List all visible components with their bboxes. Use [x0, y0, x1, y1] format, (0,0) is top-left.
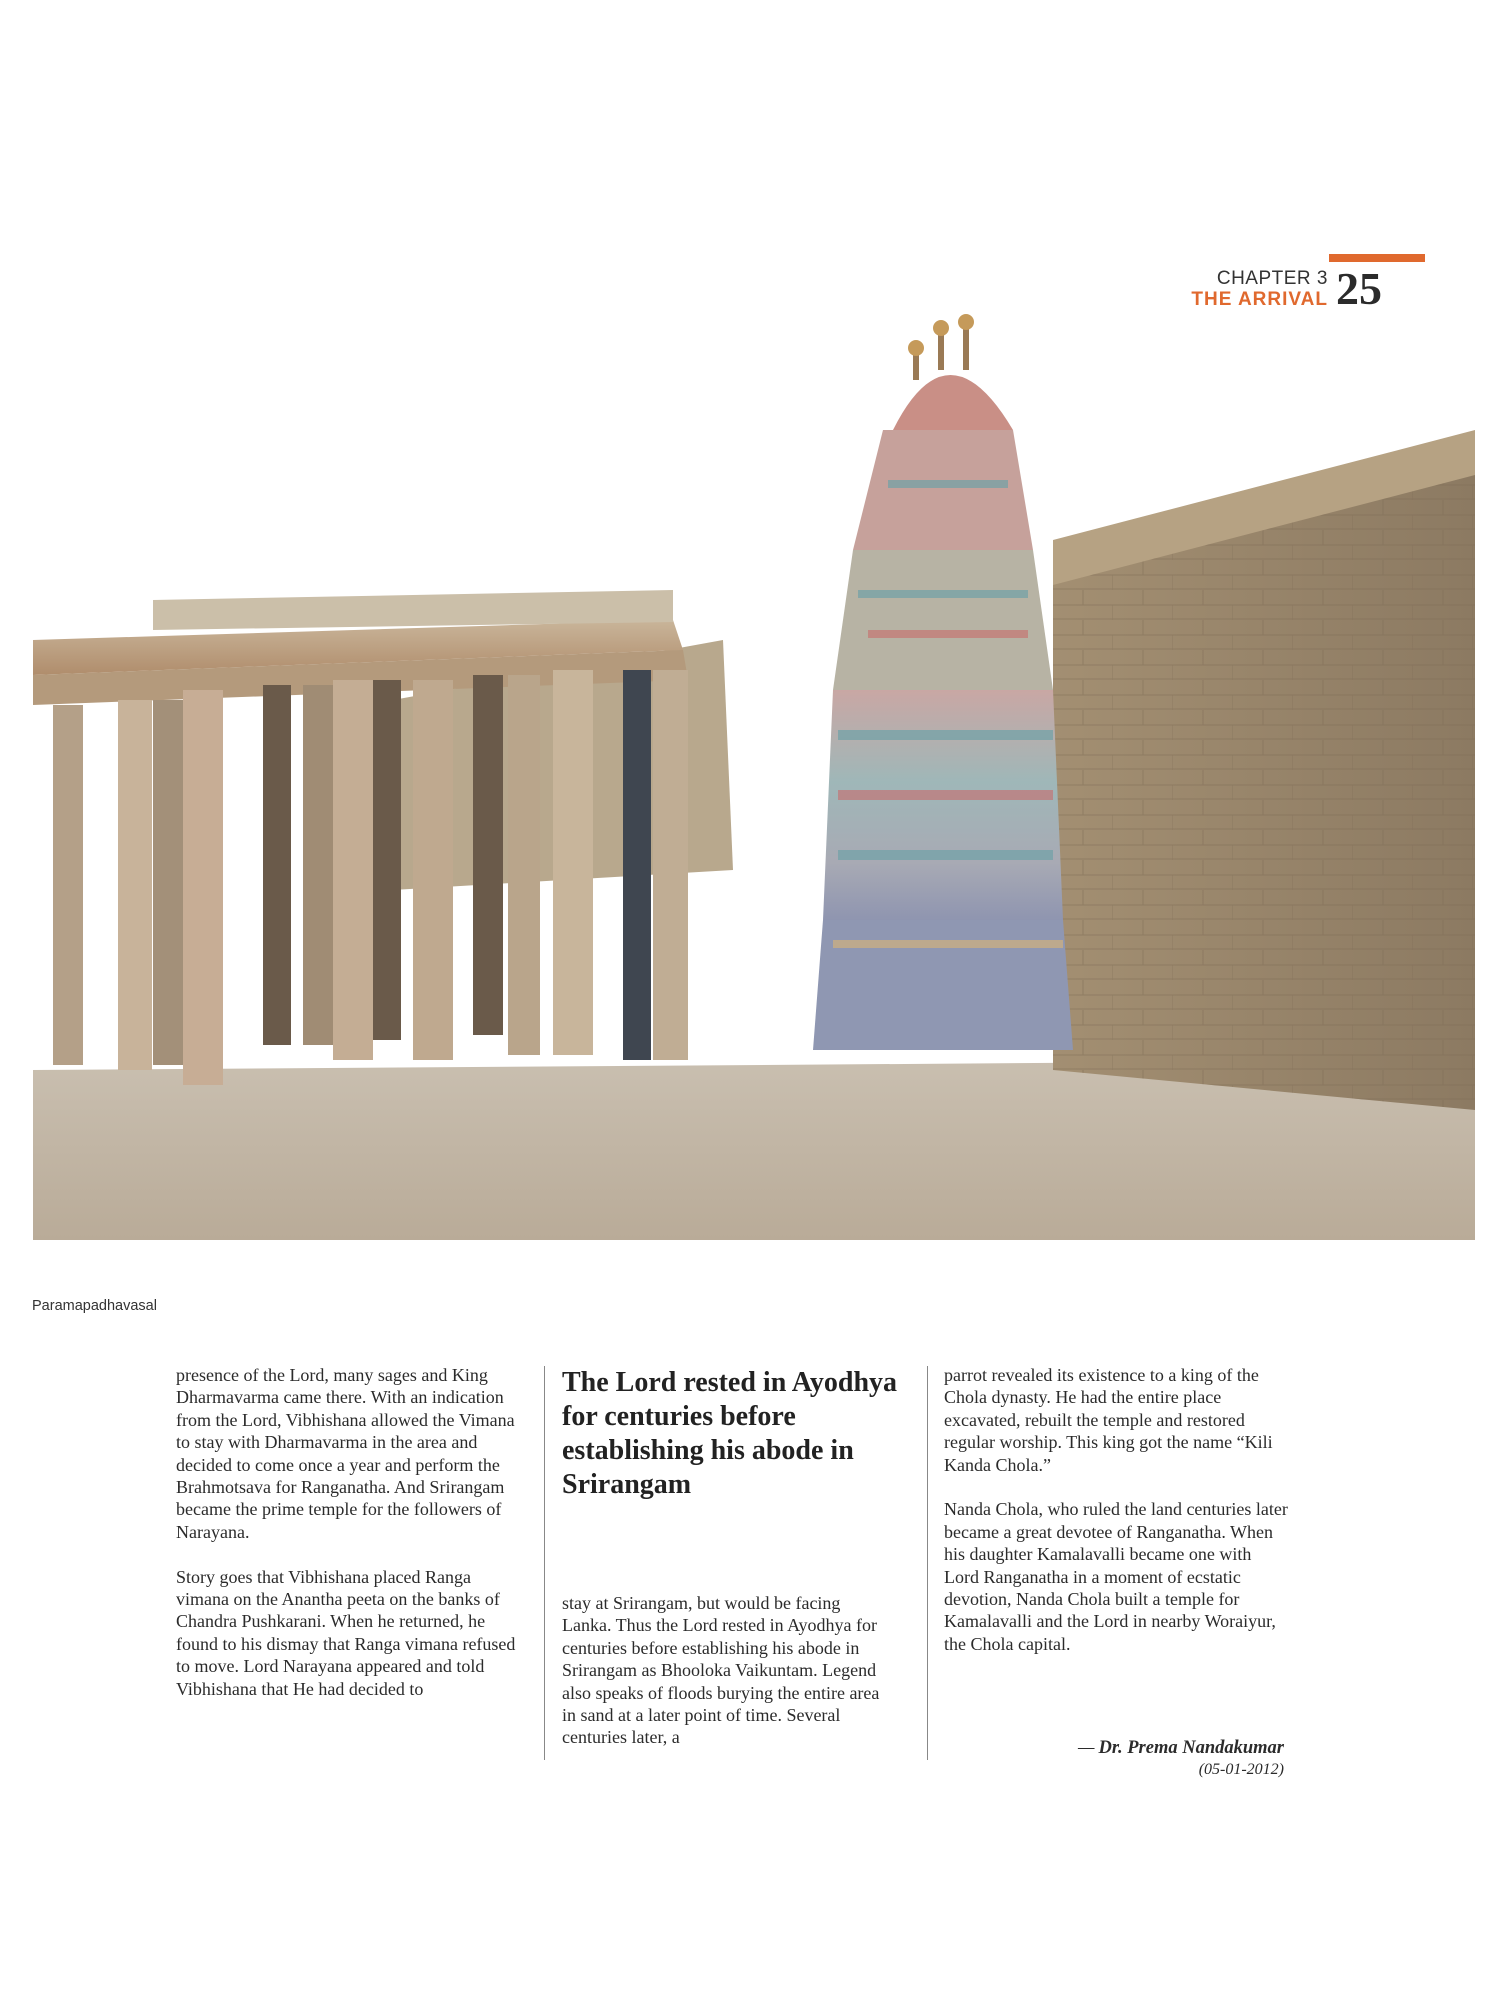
- temple-photo: [33, 230, 1475, 1290]
- paragraph: Nanda Chola, who ruled the land centuries later became a great devotee of Ranganatha. When his daughter Kamalavalli became one with Lord Ranganatha in a moment of ecstatic devotion, Nanda Chola built a temple for Kamalavalli and the Lord in nearby Woraiyur, the Chola capital.: [944, 1499, 1288, 1654]
- photo-caption: Paramapadhavasal: [32, 1298, 157, 1314]
- page-number: 25: [1336, 263, 1382, 314]
- paragraph: presence of the Lord, many sages and King Dharmavarma came there. With an indication from the Lord, Vibhishana allowed the Vimana to stay with Dharmavarma in the area and decided to come once a year and perform the Brahmotsava for Ranganatha. And Srirangam became the prime temple for the followers of Narayana.: [176, 1365, 515, 1542]
- pull-quote: The Lord rested in Ayodhya for centuries before establishing his abode in Srirangam: [562, 1367, 898, 1500]
- article-date: (05-01-2012): [1198, 1761, 1284, 1778]
- chapter-title: THE ARRIVAL: [1191, 289, 1328, 310]
- gopuram-tower: [813, 314, 1073, 1050]
- paragraph: stay at Srirangam, but would be facing Lanka. Thus the Lord rested in Ayodhya for centuries before establishing his abode in Srirangam as Bhooloka Vaikuntam. Legend also speaks of floods burying the entire area in sand at a later point of time. Several centuries later, a: [562, 1593, 880, 1748]
- paragraph: Story goes that Vibhishana placed Ranga vimana on the Anantha peeta on the banks of Chandra Pushkarani. When he returned, he found to his dismay that Ranga vimana refused to move. Lord Narayana appeared and told Vibhishana that He had decided to: [176, 1566, 516, 1699]
- column-divider: [927, 1366, 928, 1760]
- mandapam-pavilion: [33, 590, 688, 1085]
- temple-illustration: [33, 230, 1475, 1290]
- column-divider: [544, 1366, 545, 1760]
- paragraph: parrot revealed its existence to a king of the Chola dynasty. He had the entire place excavated, rebuilt the temple and restored regular worship. This king got the name “Kili Kanda Chola.”: [944, 1365, 1273, 1475]
- signature-dash: —: [1078, 1738, 1095, 1758]
- text-column-3: [944, 1364, 1289, 1678]
- text-column-2: [562, 1592, 892, 1771]
- author-signature: [1078, 1737, 1284, 1781]
- author-name: Dr. Prema Nandakumar: [1098, 1738, 1284, 1758]
- text-column-1: [176, 1364, 521, 1722]
- chapter-label: CHAPTER 3: [1216, 268, 1328, 289]
